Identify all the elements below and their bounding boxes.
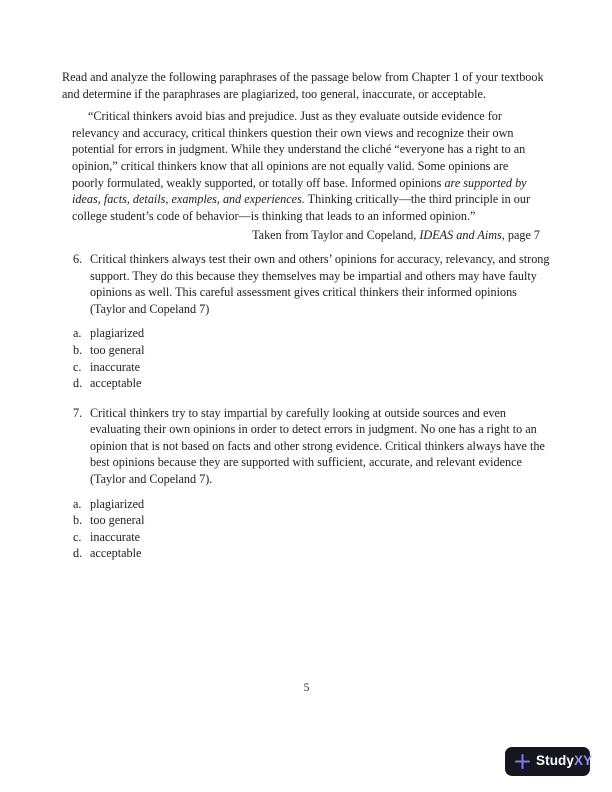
question-7-option-d [73,545,551,562]
option-letter: c. [73,529,82,544]
question-7-text: Critical thinkers try to stay impartial by carefully looking at outside sources and even evaluating their own opinions in order to detect errors in judgment. No one has a right to an opinion that is not based on facts and other strong evidence. Critical thinkers always have the best opinions because they are supported with sufficient, accurate, and relevant evidence (Taylor and Copeland 7). [90,405,545,487]
page-content [62,69,551,562]
plus-icon [514,753,531,770]
question-7-options [73,496,551,562]
passage-text-italic: are supported by ideas, facts, details, examples, and experiences. [72,175,527,207]
brand-name-xy: XY [574,753,593,769]
option-label: too general [90,513,145,528]
question-6-option-a [73,325,551,342]
question-6-options [73,325,551,391]
passage-text-end: Thinking critically—the third principle in our college student’s code of behavior—is thinking that leads to an informed opinion.” [72,192,531,223]
question-6-number: 6. [73,251,83,266]
question-7-option-a [73,496,551,513]
option-label: plagiarized [90,326,145,341]
option-label: too general [90,342,145,357]
question-7-option-b [73,512,551,529]
attribution-text-end: page 7 [504,228,540,243]
question-7-number: 7. [73,405,83,420]
option-label: inaccurate [90,529,141,544]
passage-quote [72,108,541,224]
attribution-book-title: IDEAS and Aims, [419,228,505,243]
option-label: acceptable [90,376,142,391]
passage-attribution [62,227,540,244]
question-6-option-d [73,375,551,392]
option-letter: c. [73,359,82,374]
question-7-option-c [73,529,551,546]
page-number: 5 [303,682,310,694]
studyxy-logo-badge[interactable] [505,747,593,776]
question-6-option-b [73,342,551,359]
instructions-paragraph: Read and analyze the following paraphrases of the passage below from Chapter 1 of your textbook and determine if the paraphrases are plagiarized, too general, inaccurate, or acceptable. [62,70,544,101]
question-7 [73,405,551,488]
question-6-option-c [73,359,551,376]
option-letter: d. [73,376,83,391]
option-letter: a. [73,496,82,511]
question-6 [73,251,551,317]
option-letter: b. [73,342,83,357]
option-letter: b. [73,513,83,528]
option-label: plagiarized [90,496,145,511]
option-label: inaccurate [90,359,141,374]
attribution-text-start: Taken from Taylor and Copeland, [252,228,420,243]
option-letter: d. [73,546,83,561]
option-label: acceptable [90,546,142,561]
passage-text-start: “Critical thinkers avoid bias and prejudice. Just as they evaluate outside evidence for relevancy and accuracy, critical thinkers question their own views and recognize their own potential for errors in judgment. While they understand the cliché “everyone has a right to an opinion,” critical thinkers know that all opinions are not equally valid. Some opinions are poorly formulated, weakly supported, or totally off base. Informed opinions [72,109,526,190]
option-letter: a. [73,326,82,341]
question-6-text: Critical thinkers always test their own and others’ opinions for accuracy, relevancy, and strong support. They do this because they themselves may be impartial and others may have faulty opinions as well. This careful assessment gives critical thinkers their informed opinions (Taylor and Copeland 7) [90,251,550,316]
brand-name-study: Study [536,753,575,769]
